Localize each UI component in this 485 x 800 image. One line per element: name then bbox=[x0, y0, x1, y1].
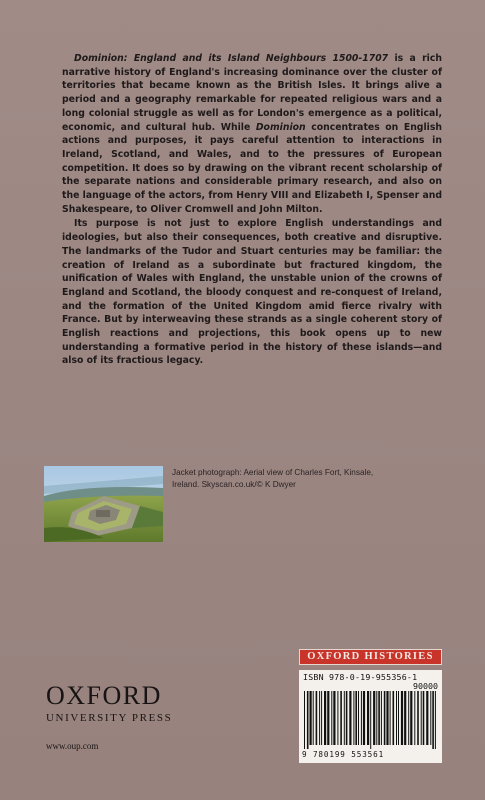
barcode-bar bbox=[384, 691, 386, 745]
blurb-paragraph-1 bbox=[62, 52, 442, 216]
barcode-bar bbox=[381, 691, 382, 745]
barcode-bar bbox=[401, 691, 403, 745]
barcode-bar bbox=[344, 691, 345, 745]
publisher-logo bbox=[46, 683, 172, 725]
barcode-bar bbox=[331, 691, 332, 745]
barcode-bar bbox=[378, 691, 380, 745]
barcode-bar bbox=[337, 691, 338, 745]
barcode-bar bbox=[386, 691, 388, 745]
barcode-bar bbox=[319, 691, 320, 745]
publisher-press: UNIVERSITY PRESS bbox=[46, 712, 173, 724]
barcode-bar bbox=[327, 691, 329, 745]
barcode-bar bbox=[390, 691, 391, 745]
barcode-bar bbox=[393, 691, 395, 745]
barcode-bar bbox=[435, 691, 436, 749]
barcode-bar bbox=[316, 691, 318, 745]
barcode-bar bbox=[361, 691, 362, 745]
barcode-bar bbox=[358, 691, 359, 745]
barcode-bar bbox=[396, 691, 397, 745]
publisher-url: www.oup.com bbox=[46, 741, 99, 751]
jacket-photo bbox=[44, 466, 163, 542]
book-title: Dominion: England and its Island Neighbours 1500-1707 bbox=[74, 53, 389, 64]
price-code: 90000 bbox=[413, 681, 438, 691]
barcode-bar bbox=[430, 691, 431, 745]
barcode-bar bbox=[410, 691, 412, 745]
barcode-bar bbox=[421, 691, 422, 745]
photo-credit: Jacket photograph: Aerial view of Charles Fort, Kinsale, Ireland. Skyscan.co.uk/© K Dwyer bbox=[172, 468, 374, 489]
barcode-bar bbox=[340, 691, 342, 745]
barcode-bar bbox=[363, 691, 365, 745]
barcode-bar bbox=[376, 691, 377, 745]
barcode-bar bbox=[349, 691, 351, 745]
barcode-bar bbox=[355, 691, 357, 745]
barcode-bar bbox=[370, 691, 371, 749]
blurb-text bbox=[62, 52, 442, 368]
barcode-bar bbox=[398, 691, 399, 745]
isbn-label: ISBN 978-0-19-955356-1 bbox=[303, 672, 418, 682]
barcode-bar bbox=[408, 691, 409, 745]
barcode-bar bbox=[353, 691, 354, 745]
barcode-bar bbox=[423, 691, 425, 745]
barcode-bar bbox=[417, 691, 419, 745]
barcode-bar bbox=[426, 691, 428, 745]
barcode-bar bbox=[367, 691, 369, 745]
barcode-digits: 9 780199 553561 bbox=[302, 750, 385, 759]
blurb-text-span: is a rich narrative history of England's increasing dominance over the cluster of territories that became known as the British Isles. It brings alive a period and a geography remarkable for repeated religious wars and a long colonial struggle as well as for London's emergence as a political, economic, and cultural hub. While bbox=[62, 53, 442, 133]
blurb-paragraph-2: Its purpose is not just to explore English understandings and ideologies, but also their consequences, both creative and disruptive. The landmarks of the Tudor and Stuart centuries may be familiar: the creation of Ireland as a subordinate but fractured kingdom, the unification of Wales with England, the unstable union of the crowns of England and Scotland, the bloody conquest and re-conquest of Ireland, and the formation of the United Kingdom amid fierce rivalry with France. But by interweaving these strands as a single coherent story of English reactions and projections, this book opens up to new understanding a formative period in the history of these islands—and also of its fractious legacy. bbox=[62, 218, 442, 367]
blurb-text-span: concentrates on English actions and purposes, it pays careful attention to interactions in Ireland, Scotland, and Wales, and to the pressures of European competition. It does so by drawing on the vibrant recent scholarship of the separate nations and considerable primary research, and also on the language of the actors, from Henry VIII and Elizabeth I, Spenser and Shakespeare, to Oliver Cromwell and John Milton. bbox=[62, 121, 442, 215]
barcode-bar bbox=[313, 691, 314, 745]
barcode bbox=[303, 691, 438, 749]
barcode-bar bbox=[324, 691, 326, 745]
barcode-bar bbox=[346, 691, 348, 745]
barcode-bar bbox=[333, 691, 335, 745]
barcode-bar bbox=[310, 691, 312, 745]
barcode-bar bbox=[321, 691, 322, 745]
barcode-bar bbox=[432, 691, 434, 749]
barcode-bar bbox=[373, 691, 375, 745]
barcode-bar bbox=[307, 691, 309, 749]
series-badge: OXFORD HISTORIES bbox=[299, 649, 442, 665]
book-title-short: Dominion bbox=[255, 121, 306, 133]
publisher-name: OXFORD bbox=[46, 681, 162, 710]
barcode-box bbox=[299, 670, 442, 763]
barcode-bar bbox=[404, 691, 406, 745]
barcode-bar bbox=[304, 691, 305, 749]
barcode-bar bbox=[414, 691, 415, 745]
